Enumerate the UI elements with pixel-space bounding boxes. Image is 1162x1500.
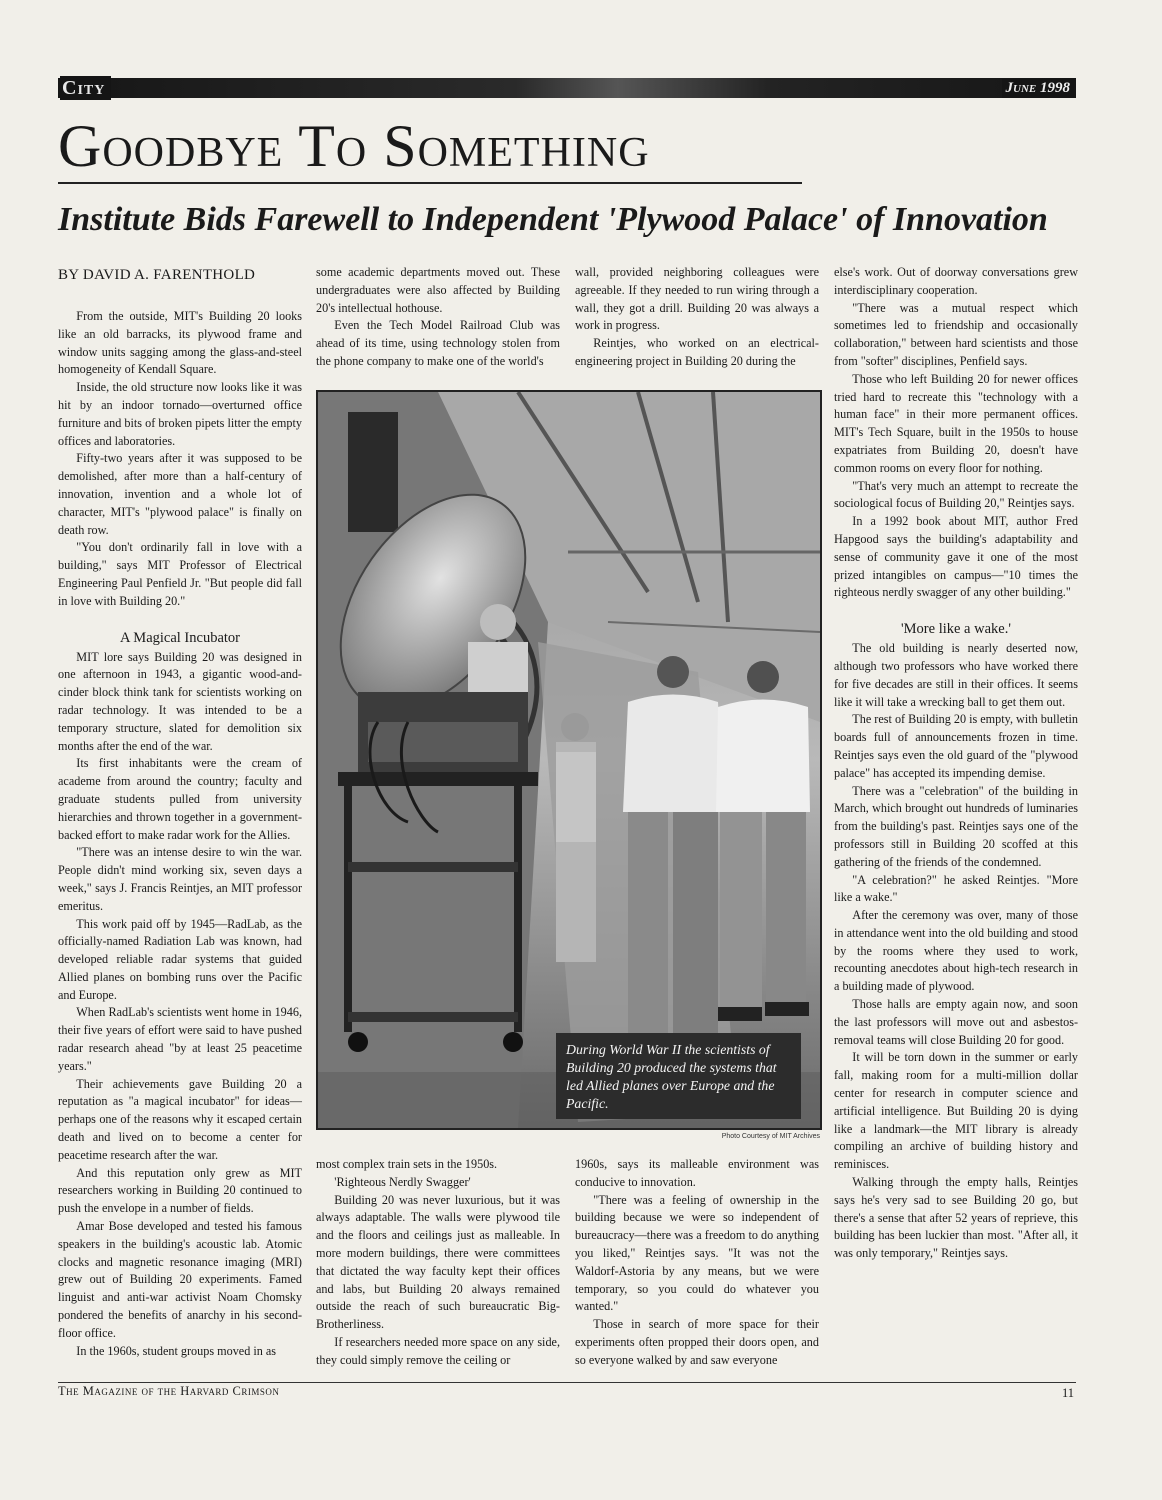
paragraph: "That's very much an attempt to recreate the sociological focus of Building 20," Reintjes says.	[834, 478, 1078, 511]
publication-title: The Magazine of the Harvard Crimson	[58, 1384, 280, 1398]
paragraph: When RadLab's scientists went home in 1946, their five years of effort were said to have pushed radar research ahead "by at least 25 peacetime years."	[58, 1005, 302, 1073]
paragraph: Those who left Building 20 for newer offices tried hard to recreate this "technology with a human face" in their more permanent offices. MIT's Tech Square, built in the 1950s to house expatriates from Building 20, doesn't have common rooms on every floor for nothing.	[834, 371, 1078, 475]
section-subhead: 'Righteous Nerdly Swagger'	[334, 1174, 471, 1189]
section-subhead: 'More like a wake.'	[901, 621, 1011, 638]
paragraph: The old building is nearly deserted now, although two professors who have worked there for five decades are still in their offices. It seems like it will take a wrecking ball to get them out.	[834, 641, 1078, 709]
archival-photo	[316, 390, 822, 1130]
paragraph: In the 1960s, student groups moved in as	[76, 1343, 277, 1358]
paragraph: 1960s, says its malleable environment was conducive to innovation.	[575, 1157, 819, 1189]
issue-date: June 1998	[1002, 79, 1074, 98]
paragraph: It will be torn down in the summer or early fall, making room for a multi-million dollar center for research in computer science and artificial intelligence. But Building 20 is dying like a landmark—the MIT library is already compiling an archive of building history and reminisces.	[834, 1050, 1078, 1172]
footer-rule	[58, 1382, 1076, 1383]
paragraph: Those in search of more space for their experiments often propped their doors open, and so everyone walked by and saw everyone	[575, 1317, 819, 1367]
paragraph: "A celebration?" he asked Reintjes. "More like a wake."	[834, 872, 1078, 905]
paragraph: In a 1992 book about MIT, author Fred Hapgood says the building's adaptability and sense of community gave it one of the most prized intangibles on campus—"10 times the righteous nerdly swagger of any other building."	[834, 514, 1078, 600]
paragraph: Its first inhabitants were the cream of academe from around the country; faculty and graduate students pulled from university hierarchies and thrown together in a government-backed effort to make radar work for the Allies.	[58, 756, 302, 842]
paragraph: "There was a mutual respect which sometimes led to friendship and occasionally collaboration," between hard scientists and those from "softer" disciplines, Penfield says.	[834, 300, 1078, 368]
article-subheadline: Institute Bids Farewell to Independent 'Plywood Palace' of Innovation	[58, 201, 1048, 238]
paragraph: After the ceremony was over, many of those in attendance went into the old building and stood by the rooms where they used to work, recounting anecdotes about high-tech research in a building made of plywood.	[834, 908, 1078, 994]
column-2-top	[316, 264, 560, 371]
paragraph: "You don't ordinarily fall in love with a building," says MIT Professor of Electrical Engineering Paul Penfield Jr. "But people did fall in love with Building 20."	[58, 540, 302, 608]
headline-rule	[58, 182, 802, 184]
paragraph: "There was a feeling of ownership in the building because we were so independent of bureaucracy—there was a freedom to do anything you liked," Reintjes says. "It was not the Waldorf-Astoria by any means, but we were temporary, so you could do whatever you wanted."	[575, 1192, 819, 1314]
paragraph: Even the Tech Model Railroad Club was ahead of its time, using technology stolen from the phone company to make one of the world's	[316, 318, 560, 368]
paragraph: Walking through the empty halls, Reintjes says he's very sad to see Building 20 go, but there's a sense that after 52 years of reprieve, this building has been luckier than most. "After all, it was only temporary," Reintjes says.	[834, 1175, 1078, 1261]
paragraph: If researchers needed more space on any side, they could simply remove the ceiling or	[316, 1334, 560, 1367]
column-4	[834, 264, 1078, 1263]
paragraph: Amar Bose developed and tested his famous speakers in the building's acoustic lab. Atomic clocks and magnetic resonance imaging (MRI) grew out of Building 20 experiments. Famed linguist and anti-war activist Noam Chomsky pondered the benefits of anarchy in his second-floor office.	[58, 1219, 302, 1340]
column-3-top	[575, 264, 819, 371]
paragraph: This work paid off by 1945—RadLab, as the officially-named Radiation Lab was known, had developed reliable radar systems that guided Allied planes on bombing runs over the Pacific and Europe.	[58, 916, 302, 1002]
paragraph: From the outside, MIT's Building 20 looks like an old barracks, its plywood frame and window units sagging among the glass-and-steel homogeneity of Kendall Square.	[58, 309, 302, 377]
column-3-bottom	[575, 1156, 819, 1370]
paragraph: Inside, the old structure now looks like it was hit by an indoor tornado—overturned office furniture and bits of broken pipets litter the empty offices and laboratories.	[58, 380, 302, 448]
column-2-bottom	[316, 1156, 560, 1370]
lab-photo-illustration	[318, 392, 820, 1128]
paragraph: most complex train sets in the 1950s.	[316, 1157, 498, 1171]
paragraph: else's work. Out of doorway conversations grew interdisciplinary cooperation.	[834, 265, 1078, 297]
paragraph: Their achievements gave Building 20 a reputation as "a magical incubator" for ideas—perhaps one of the reasons why it escaped certain death and lived on to become a center for peacetime research after the war.	[58, 1076, 302, 1162]
column-1	[58, 264, 302, 1360]
paragraph: "There was an intense desire to win the war. People didn't mind working six, seven days a week," says J. Francis Reintjes, an MIT professor emeritus.	[58, 845, 302, 913]
photo-credit: Photo Courtesy of MIT Archives	[721, 1133, 820, 1140]
paragraph: Reintjes, who worked on an electrical-engineering project in Building 20 during the	[575, 336, 819, 368]
paragraph: Fifty-two years after it was supposed to be demolished, after more than a half-century of innovation, invention and a whole lot of character, MIT's "plywood palace" is finally on death row.	[58, 451, 302, 537]
section-bar	[58, 78, 1076, 98]
paragraph: Building 20 was never luxurious, but it was always adaptable. The walls were plywood tile and the floors and ceilings just as malleable. In more modern buildings, there were committees that dictated the way faculty kept their offices and labs, but Building 20 always remained outside the reach of such bureaucratic Big-Brotherliness.	[316, 1192, 560, 1332]
article-headline: Goodbye To Something	[58, 113, 650, 179]
photo-caption: During World War II the scientists of Building 20 produced the systems that led Allied planes over Europe and the Pacific.	[556, 1033, 801, 1119]
paragraph: The rest of Building 20 is empty, with bulletin boards full of announcements frozen in time. Reintjes says even the old guard of the "plywood palace" has accepted its impending demise.	[834, 712, 1078, 780]
paragraph: And this reputation only grew as MIT researchers working in Building 20 continued to push the envelope in a number of fields.	[58, 1165, 302, 1216]
paragraph: Those halls are empty again now, and soon the last professors will move out and asbestos-removal teams will close Building 20 for good.	[834, 997, 1078, 1047]
paragraph: MIT lore says Building 20 was designed in one afternoon in 1943, a gigantic wood-and-cinder block think tank for scientists working on radar technology. It was intended to be a temporary structure, slated for demolition six months after the end of the war.	[58, 649, 302, 753]
byline: BY DAVID A. FARENTHOLD	[58, 267, 256, 283]
page-number: 11	[1061, 1386, 1074, 1400]
paragraph: some academic departments moved out. These undergraduates were also affected by Building 20's intellectual hothouse.	[316, 265, 560, 315]
section-label: City	[60, 76, 111, 100]
paragraph: There was a "celebration" of the building in March, which brought out hundreds of luminaries from the building's past. Reintjes says one of the professors still in Building 20 scoffed at this gathering of the friends of the condemned.	[834, 783, 1078, 869]
section-subhead: A Magical Incubator	[120, 629, 240, 646]
paragraph: wall, provided neighboring colleagues were agreeable. If they needed to run wiring through a wall, they got a drill. Building 20 was always a work in progress.	[575, 265, 819, 333]
